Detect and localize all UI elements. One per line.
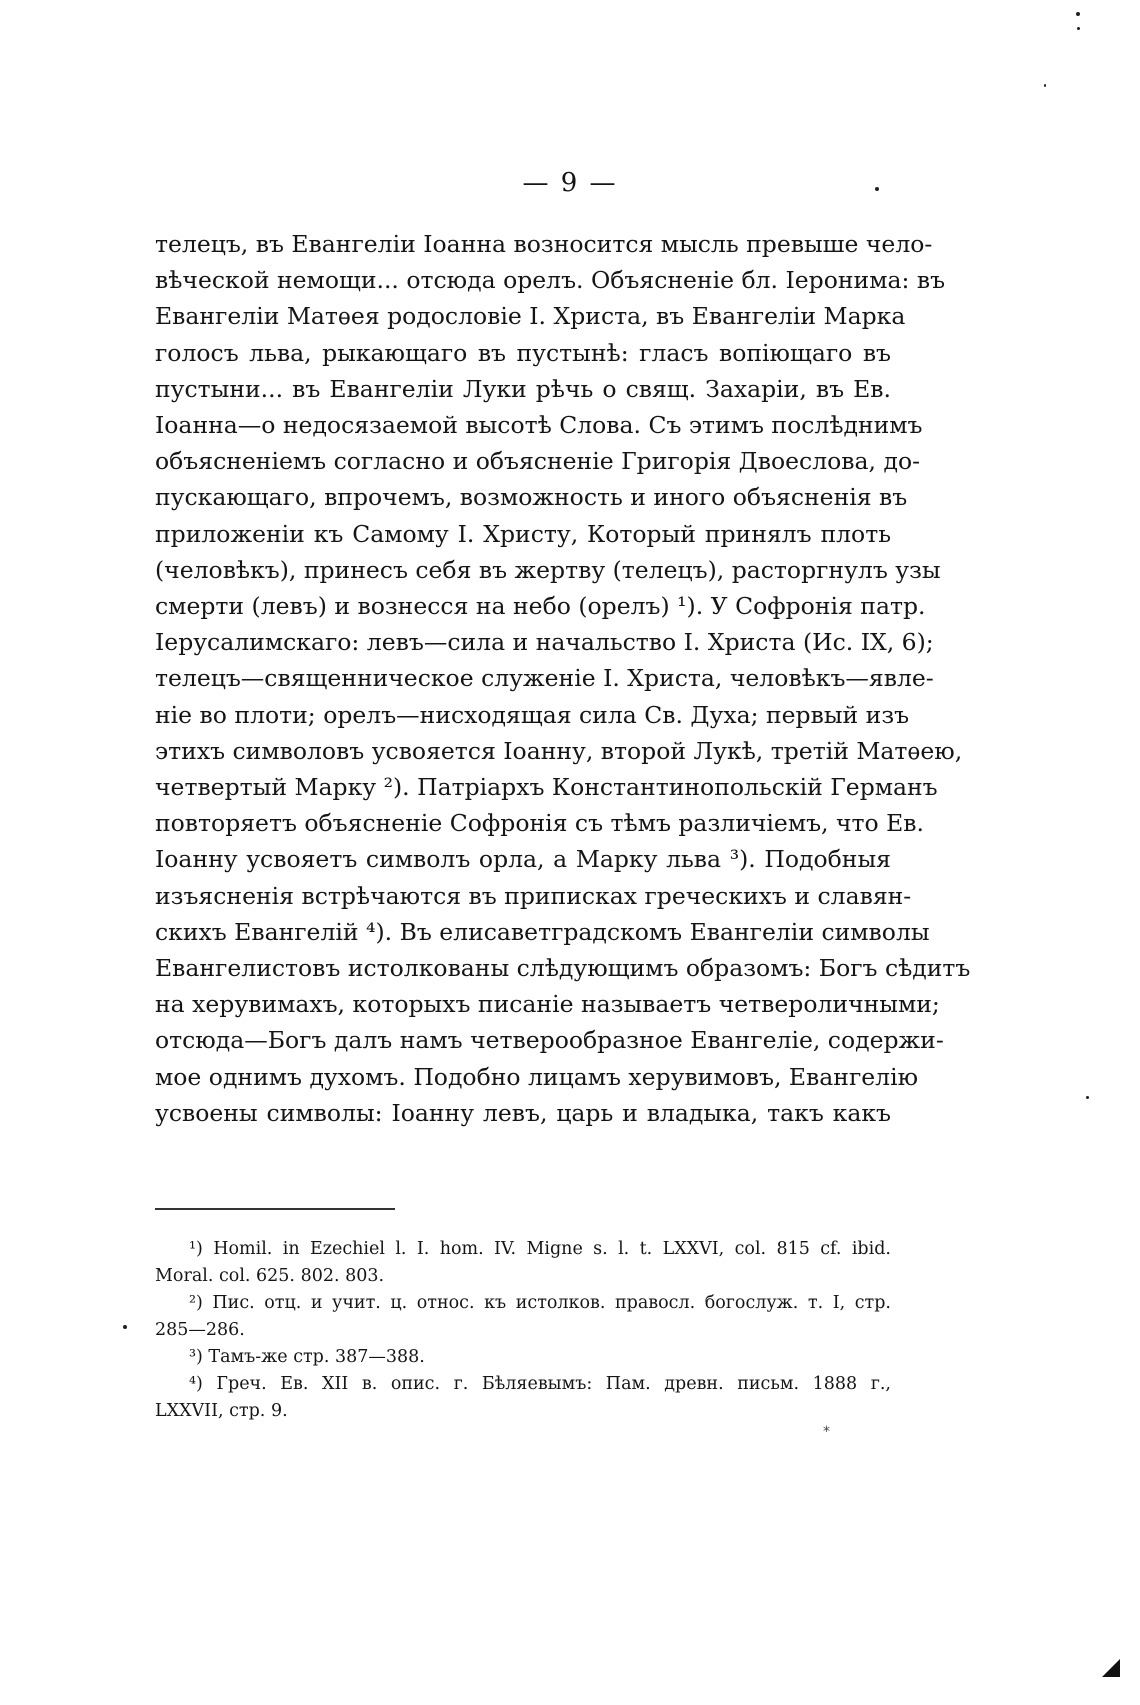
text-line: скихъ Евангелій ⁴). Въ елисаветградскомъ Евангеліи символы [155, 917, 930, 946]
ornament-mark: * [823, 1424, 830, 1440]
text-line: объясненіемъ согласно и объясненіе Григорія Двоеслова, до- [155, 447, 921, 476]
text-line: Евангеліи Матѳея родословіе І. Христа, въ Евангеліи Марка [155, 302, 906, 331]
scan-speck [1044, 84, 1046, 87]
scan-speck [1077, 27, 1080, 30]
text-line: (человѣкъ), принесъ себя въ жертву (телецъ), расторгнулъ узы [155, 555, 941, 584]
scan-speck [1086, 1096, 1089, 1099]
corner-scan-mark [1102, 1659, 1120, 1677]
text-line: отсюда—Богъ далъ намъ четверообразное Евангеліе, содержи- [155, 1026, 944, 1055]
text-line: повторяетъ объясненіе Софронія съ тѣмъ различіемъ, что Ев. [155, 809, 924, 838]
footnotes-block [155, 1236, 891, 1425]
text-line: Іоанна—о недосязаемой высотѣ Слова. Съ этимъ послѣднимъ [155, 411, 923, 440]
main-text-block [155, 226, 971, 1131]
footnote-4: ⁴) Греч. Ев. XII в. опис. г. Бѣляевымъ: Пам. древн. письм. 1888 г., [189, 1374, 891, 1394]
footnote-2: ²) Пис. отц. и учит. ц. относ. къ истолков. правосл. богослуж. т. I, стр. [189, 1293, 891, 1313]
text-line: Іерусалимскаго: левъ—сила и начальство І. Христа (Ис. IX, 6); [155, 628, 934, 657]
text-line: Евангелистовъ истолкованы слѣдующимъ образомъ: Богъ сѣдитъ [155, 954, 971, 983]
footnote-1-continued: Moral. col. 625. 802. 803. [155, 1266, 385, 1286]
footnote-divider [155, 1208, 395, 1210]
text-line: пускающаго, впрочемъ, возможность и иного объясненія въ [155, 483, 908, 512]
text-line: телецъ, въ Евангеліи Іоанна возносится мысль превыше чело- [155, 230, 933, 258]
text-line: ніе во плоти; орелъ—нисходящая сила Св. Духа; первый изъ [155, 700, 910, 729]
scan-speck [123, 1325, 127, 1329]
text-line: смерти (левъ) и вознесся на небо (орелъ) ¹). У Софронія патр. [155, 592, 926, 621]
footnote-2-continued: 285—286. [155, 1320, 245, 1340]
page-number: — 9 — [522, 168, 618, 198]
text-line: усвоены символы: Іоанну левъ, царь и владыка, такъ какъ [155, 1098, 891, 1127]
text-line: этихъ символовъ усвояется Іоанну, второй Лукѣ, третій Матѳею, [155, 736, 963, 765]
scan-speck [875, 187, 879, 191]
text-line: вѣческой немощи... отсюда орелъ. Объясненіе бл. Іеронима: въ [155, 266, 946, 295]
text-line: изъясненія встрѣчаются въ приписках греческихъ и славян- [155, 881, 912, 910]
text-line: телецъ—священническое служеніе І. Христа, человѣкъ—явле- [155, 664, 934, 693]
footnote-1: ¹) Homil. in Ezechiel l. I. hom. IV. Migne s. l. t. LXXVI, col. 815 cf. ibid. [189, 1239, 891, 1259]
text-line: Іоанну усвояетъ символъ орла, а Марку льва ³). Подобныя [155, 845, 891, 874]
footnote-4-continued: LXXVII, стр. 9. [155, 1401, 288, 1421]
text-line: пустыни... въ Евангеліи Луки рѣчь о свящ. Захаріи, въ Ев. [155, 374, 891, 403]
footnote-3: ³) Тамъ-же стр. 387—388. [189, 1347, 425, 1367]
text-line: на херувимахъ, которыхъ писаніе называетъ четвероличными; [155, 990, 940, 1019]
text-line: четвертый Марку ²). Патріархъ Константинопольскій Германъ [155, 773, 938, 802]
scan-speck [1076, 12, 1080, 16]
text-line: мое однимъ духомъ. Подобно лицамъ херувимовъ, Евангелію [155, 1062, 919, 1091]
text-line: голосъ льва, рыкающаго въ пустынѣ: гласъ вопіющаго въ [155, 338, 891, 367]
text-line: приложеніи къ Самому І. Христу, Который принялъ плоть [155, 519, 891, 548]
